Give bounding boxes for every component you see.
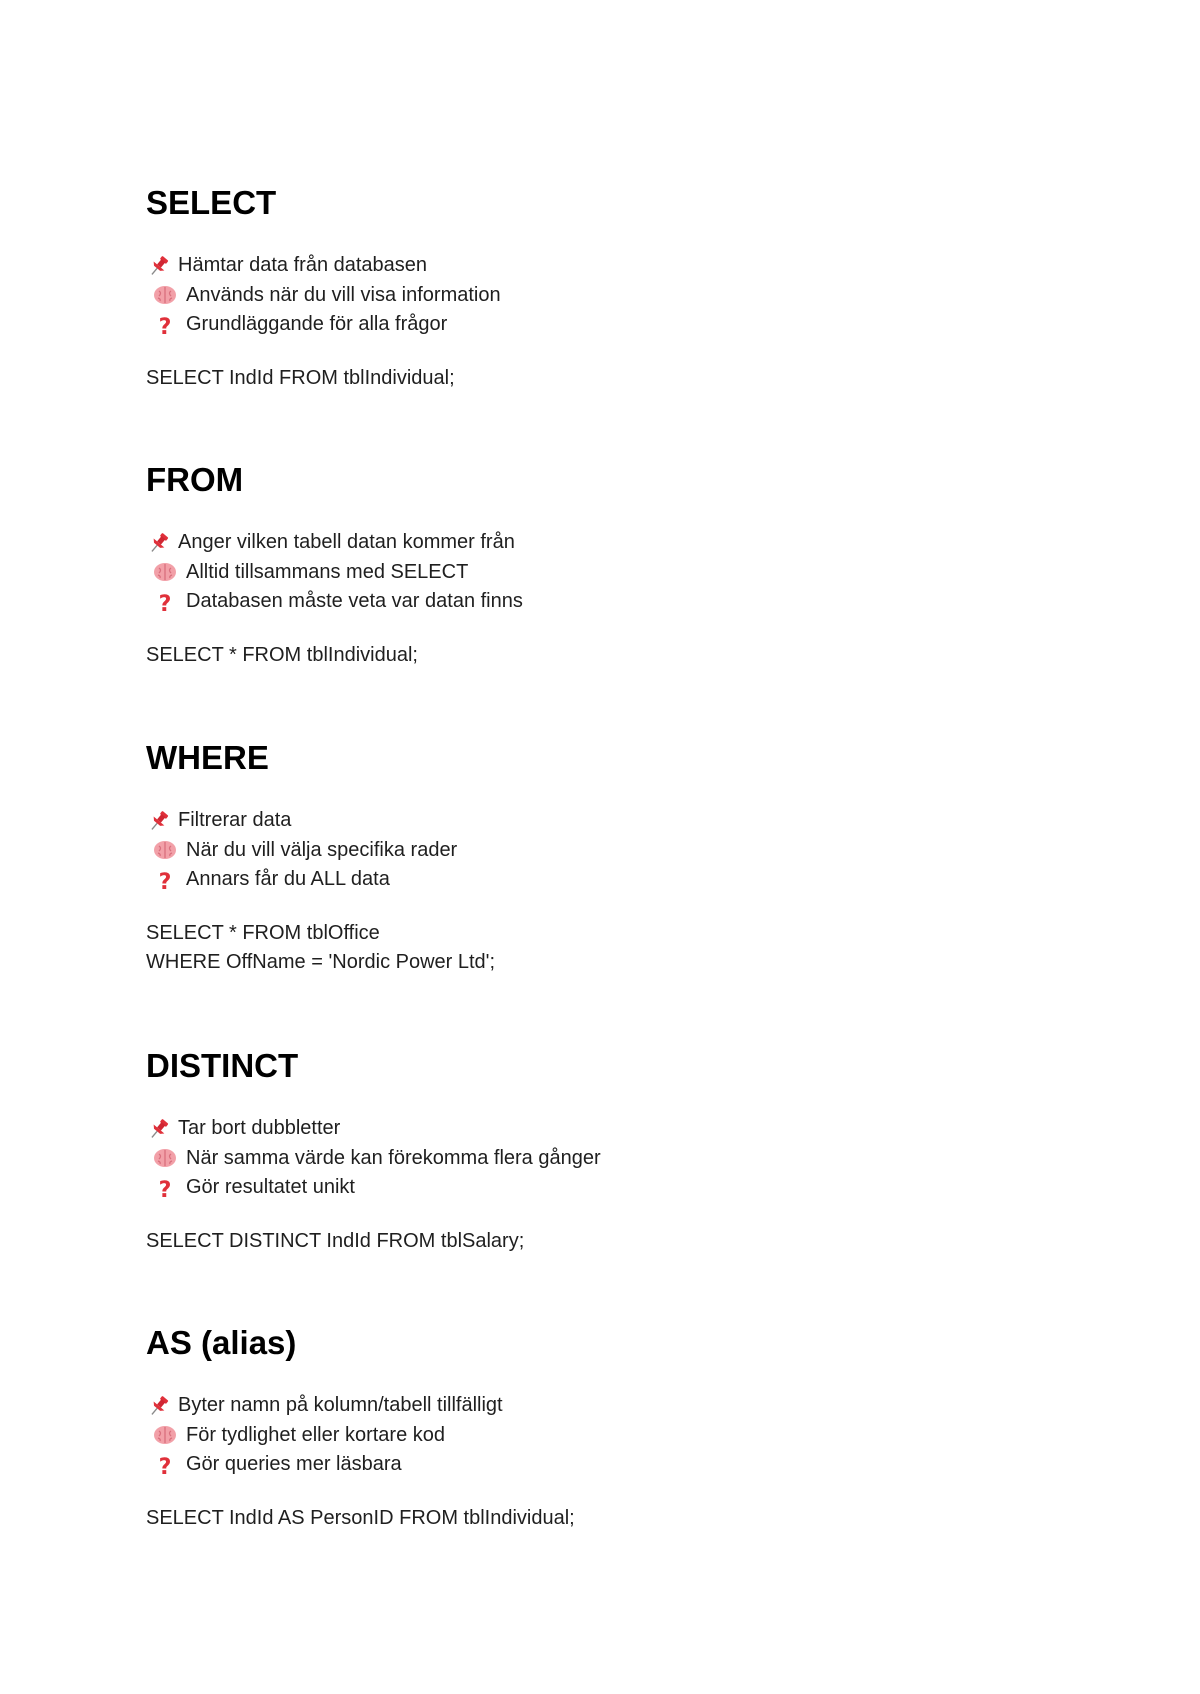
section-heading: AS (alias) bbox=[146, 1324, 297, 1361]
bullet-text: Hämtar data från databasen bbox=[178, 254, 428, 277]
pushpin-icon bbox=[146, 254, 172, 278]
brain-icon bbox=[152, 283, 178, 307]
sql-example bbox=[146, 919, 1146, 978]
code-line: SELECT IndId AS PersonID FROM tblIndividual; bbox=[146, 1506, 575, 1529]
bullet-item bbox=[146, 1173, 1146, 1203]
bullet-item bbox=[146, 587, 1146, 617]
pushpin-icon bbox=[146, 531, 172, 555]
question-mark-icon bbox=[152, 868, 178, 892]
section-where bbox=[146, 738, 1146, 978]
section-heading: SELECT bbox=[146, 184, 277, 221]
sql-example bbox=[146, 364, 1146, 394]
pushpin-icon bbox=[146, 1117, 172, 1141]
pushpin-icon bbox=[146, 809, 172, 833]
bullet-item bbox=[146, 1450, 1146, 1480]
bullet-list bbox=[146, 251, 1146, 340]
bullet-list bbox=[146, 806, 1146, 895]
sql-example bbox=[146, 641, 1146, 671]
bullet-text: Används när du vill visa information bbox=[186, 283, 501, 306]
bullet-item bbox=[146, 251, 1146, 281]
bullet-list bbox=[146, 1114, 1146, 1203]
question-mark-icon bbox=[152, 1176, 178, 1200]
section-heading: WHERE bbox=[146, 739, 269, 776]
section-select bbox=[146, 183, 1146, 393]
brain-icon bbox=[152, 838, 178, 862]
brain-icon bbox=[152, 560, 178, 584]
bullet-text: För tydlighet eller kortare kod bbox=[186, 1423, 446, 1446]
bullet-text: Gör queries mer läsbara bbox=[186, 1453, 402, 1476]
section-distinct bbox=[146, 1046, 1146, 1256]
sql-example bbox=[146, 1504, 1146, 1534]
bullet-text: Anger vilken tabell datan kommer från bbox=[178, 531, 515, 554]
section-as-alias bbox=[146, 1323, 1146, 1533]
brain-icon bbox=[152, 1146, 178, 1170]
section-heading: DISTINCT bbox=[146, 1047, 299, 1084]
bullet-item bbox=[146, 865, 1146, 895]
svg-text:?: ? bbox=[158, 314, 172, 337]
sql-example bbox=[146, 1227, 1146, 1257]
code-line: WHERE OffName = 'Nordic Power Ltd'; bbox=[146, 951, 496, 973]
svg-text:?: ? bbox=[158, 1454, 172, 1477]
bullet-text: Tar bort dubbletter bbox=[178, 1117, 341, 1140]
bullet-text: Alltid tillsammans med SELECT bbox=[186, 560, 469, 583]
question-mark-icon bbox=[152, 313, 178, 337]
pushpin-icon bbox=[146, 1394, 172, 1418]
bullet-text: När samma värde kan förekomma flera gånger bbox=[186, 1146, 601, 1169]
bullet-text: Grundläggande för alla frågor bbox=[186, 313, 448, 336]
bullet-list bbox=[146, 1391, 1146, 1480]
question-mark-icon bbox=[152, 1453, 178, 1477]
bullet-item bbox=[146, 1144, 1146, 1174]
section-from bbox=[146, 460, 1146, 670]
bullet-text: Byter namn på kolumn/tabell tillfälligt bbox=[178, 1394, 503, 1417]
code-line: SELECT * FROM tblIndividual; bbox=[146, 643, 418, 666]
bullet-item bbox=[146, 806, 1146, 836]
code-line: SELECT IndId FROM tblIndividual; bbox=[146, 366, 455, 389]
bullet-text: När du vill välja specifika rader bbox=[186, 838, 458, 861]
bullet-text: Databasen måste veta var datan finns bbox=[186, 590, 523, 613]
bullet-item bbox=[146, 836, 1146, 866]
bullet-text: Annars får du ALL data bbox=[186, 868, 390, 891]
question-mark-icon bbox=[152, 590, 178, 614]
section-heading: FROM bbox=[146, 461, 244, 498]
bullet-text: Gör resultatet unikt bbox=[186, 1176, 355, 1199]
svg-text:?: ? bbox=[158, 869, 172, 892]
bullet-item bbox=[146, 558, 1146, 588]
brain-icon bbox=[152, 1423, 178, 1447]
bullet-item bbox=[146, 1114, 1146, 1144]
bullet-item bbox=[146, 281, 1146, 311]
code-line: SELECT DISTINCT IndId FROM tblSalary; bbox=[146, 1229, 525, 1252]
code-line: SELECT * FROM tblOffice bbox=[146, 921, 380, 944]
svg-text:?: ? bbox=[158, 591, 172, 614]
bullet-item bbox=[146, 1391, 1146, 1421]
bullet-item bbox=[146, 528, 1146, 558]
bullet-text: Filtrerar data bbox=[178, 809, 292, 832]
bullet-item bbox=[146, 1421, 1146, 1451]
bullet-item bbox=[146, 310, 1146, 340]
svg-text:?: ? bbox=[158, 1177, 172, 1200]
bullet-list bbox=[146, 528, 1146, 617]
